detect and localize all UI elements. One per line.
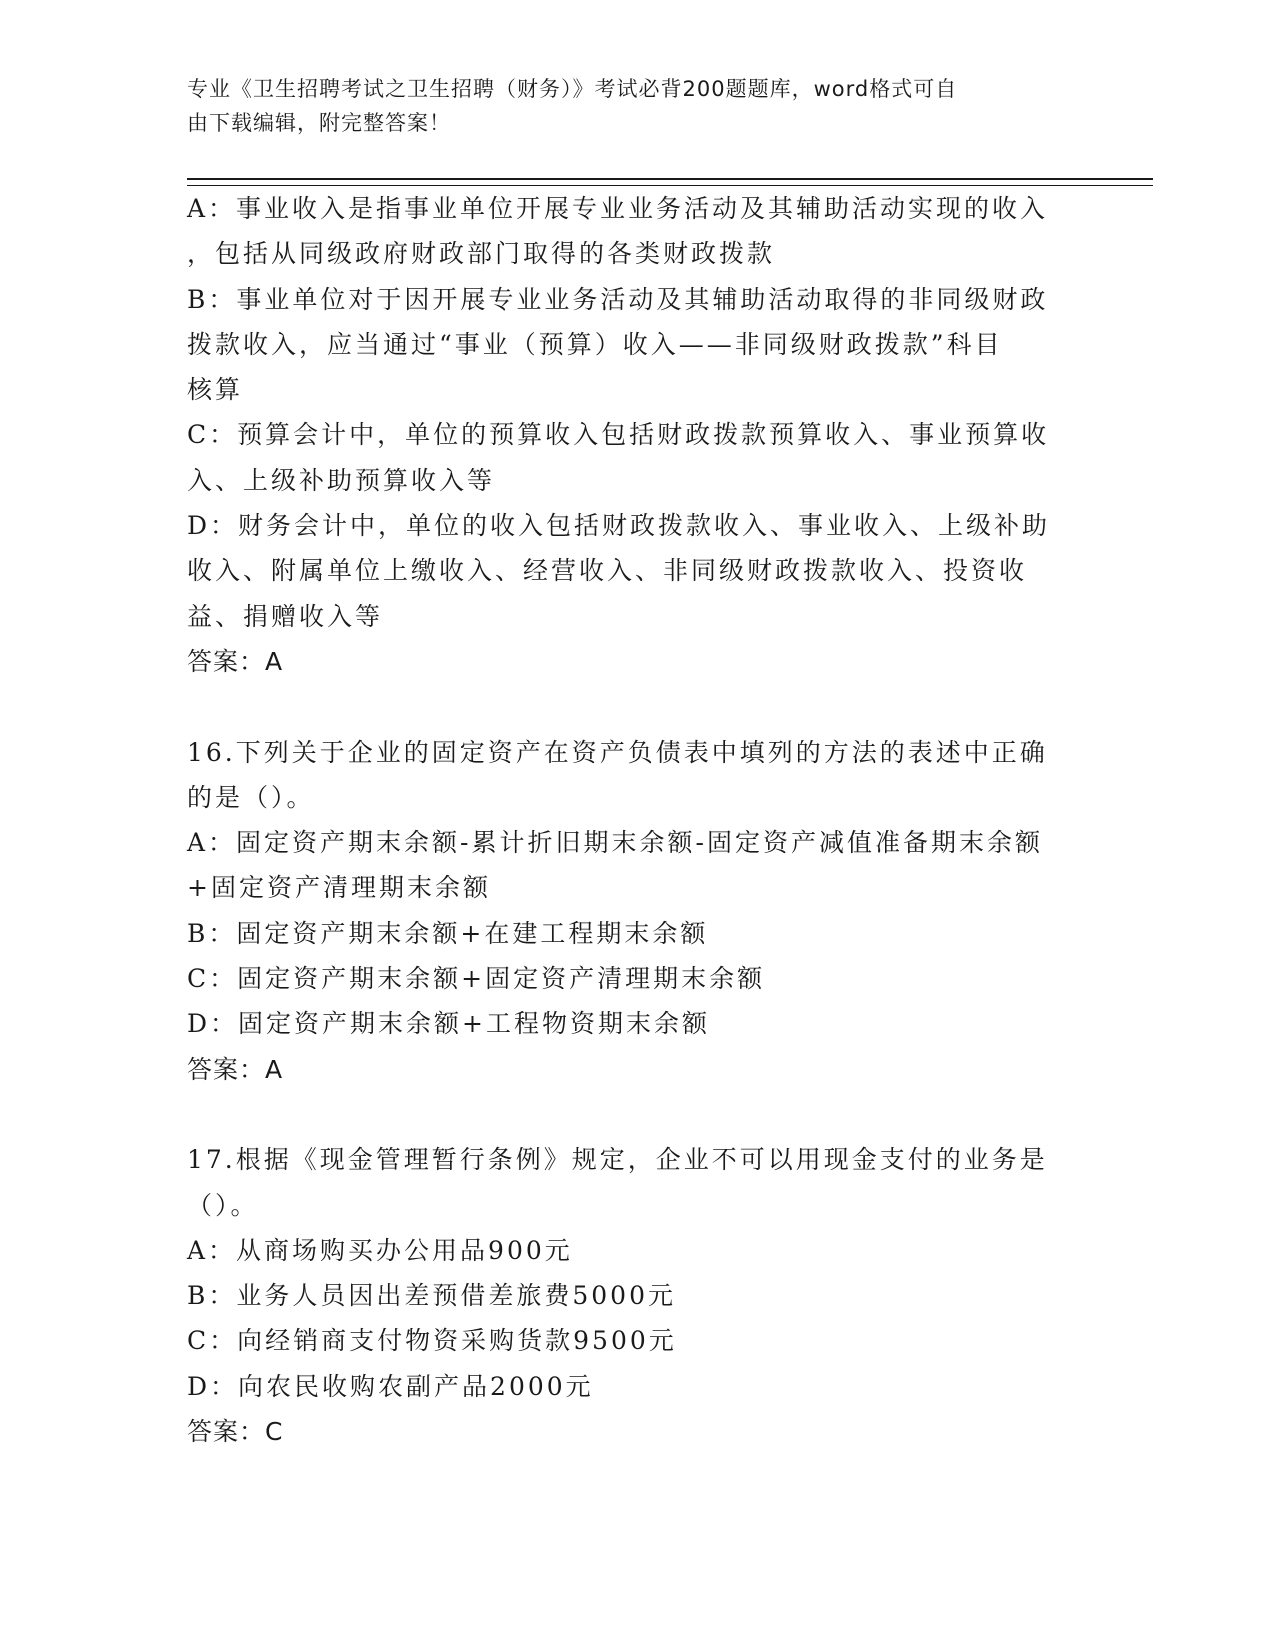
document-page	[187, 0, 1087, 1650]
option-d-line-1: D：财务会计中，单位的收入包括财政拨款收入、事业收入、上级补助	[187, 511, 1051, 541]
question-16	[187, 730, 1067, 1092]
option-b-line-2: 拨款收入，应当通过“事业（预算）收入——非同级财政拨款”科目	[187, 329, 1003, 359]
option-a-line-1: A：固定资产期末余额-累计折旧期末余额-固定资产减值准备期末余额	[187, 828, 1043, 858]
option-a: A：从商场购买办公用品900元	[187, 1235, 573, 1265]
option-d-line-3: 益、捐赠收入等	[187, 601, 384, 631]
question-15	[187, 186, 1067, 684]
option-a-line-2: ，包括从同级政府财政部门取得的各类财政拨款	[187, 239, 776, 269]
option-d: D：固定资产期末余额+工程物资期末余额	[187, 1009, 710, 1039]
question-list	[187, 186, 1067, 1454]
answer-15: 答案：A	[187, 646, 284, 676]
option-b: B：业务人员因出差预借差旅费5000元	[187, 1281, 676, 1311]
question-16-stem-line-2: 的是（）。	[187, 782, 315, 812]
option-d-line-2: 收入、附属单位上缴收入、经营收入、非同级财政拨款收入、投资收	[187, 556, 1028, 586]
option-a-line-2: +固定资产清理期末余额	[187, 873, 491, 903]
option-d: D：向农民收购农副产品2000元	[187, 1371, 594, 1401]
header-line-1: 专业《卫生招聘考试之卫生招聘（财务）》考试必背200题题库，word格式可自	[187, 77, 958, 101]
option-c: C：向经销商支付物资采购货款9500元	[187, 1326, 677, 1356]
answer-17: 答案：C	[187, 1417, 284, 1447]
header-divider	[187, 178, 1153, 186]
header-line-2: 由下载编辑，附完整答案！	[187, 111, 451, 135]
option-c-line-1: C：预算会计中，单位的预算收入包括财政拨款预算收入、事业预算收	[187, 420, 1050, 450]
answer-16: 答案：A	[187, 1054, 284, 1084]
spacer	[187, 684, 1067, 729]
option-b-line-3: 核算	[187, 375, 244, 405]
document-header	[187, 72, 1067, 140]
question-17-stem-line-1: 17.根据《现金管理暂行条例》规定，企业不可以用现金支付的业务是	[187, 1145, 1048, 1175]
option-c-line-2: 入、上级补助预算收入等	[187, 465, 496, 495]
question-16-stem-line-1: 16.下列关于企业的固定资产在资产负债表中填列的方法的表述中正确	[187, 737, 1048, 767]
question-17	[187, 1137, 1067, 1454]
question-17-stem-line-2: （）。	[187, 1190, 259, 1220]
option-b: B：固定资产期末余额+在建工程期末余额	[187, 918, 709, 948]
option-a-line-1: A：事业收入是指事业单位开展专业业务活动及其辅助活动实现的收入	[187, 194, 1049, 223]
option-c: C：固定资产期末余额+固定资产清理期末余额	[187, 964, 766, 994]
spacer	[187, 1092, 1067, 1137]
option-b-line-1: B：事业单位对于因开展专业业务活动及其辅助活动取得的非同级财政	[187, 284, 1049, 314]
